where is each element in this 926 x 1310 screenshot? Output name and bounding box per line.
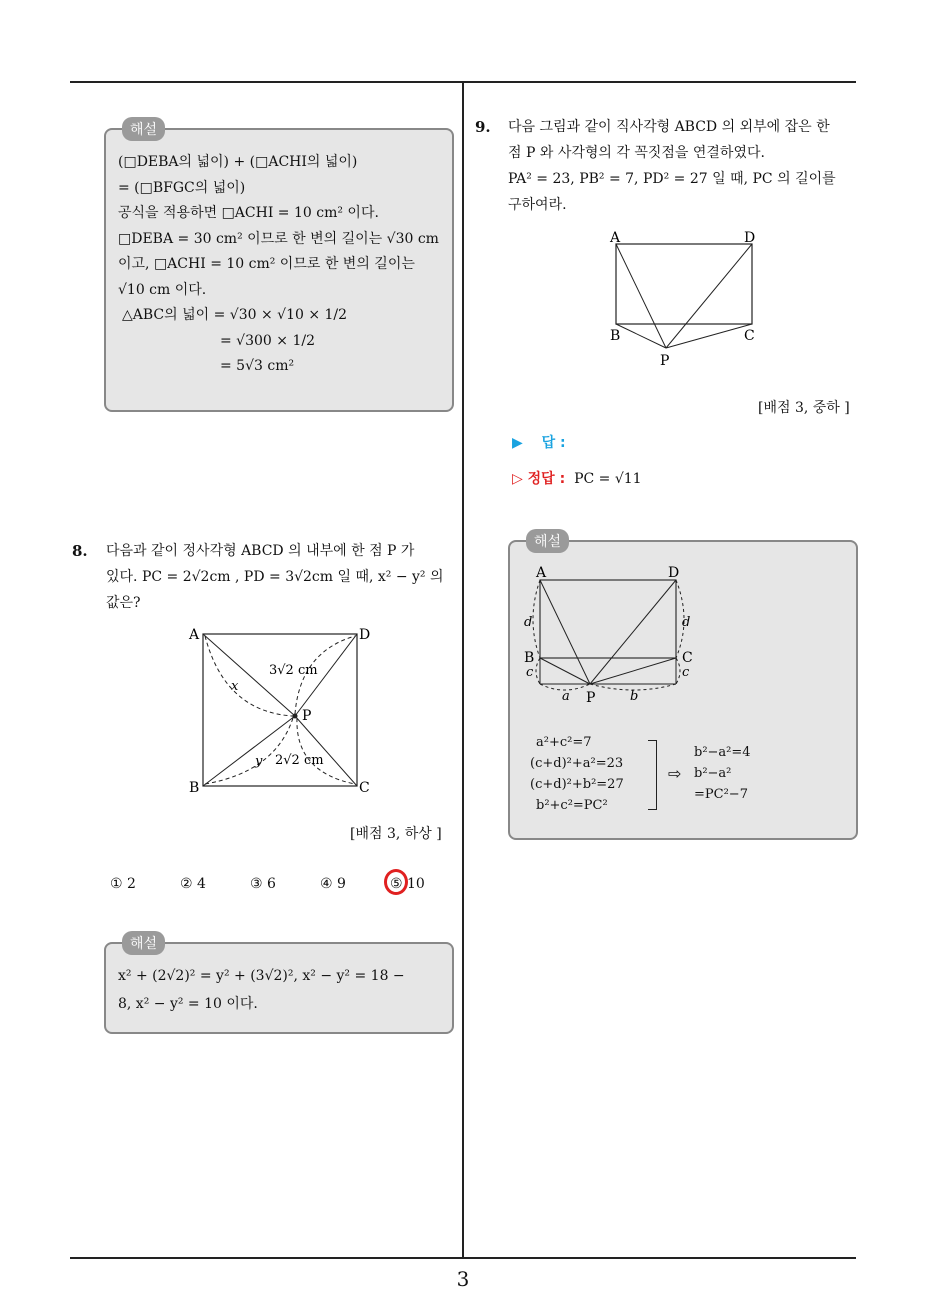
label-y: y	[255, 754, 263, 769]
correct-answer-label: 정답 :	[527, 471, 566, 487]
solution-line: 8, x² − y² = 10 이다.	[118, 996, 258, 1012]
label-C: C	[682, 650, 693, 666]
label-A: A	[536, 565, 547, 581]
question-line: 다음 그림과 같이 직사각형 ABCD 의 외부에 잡은 한	[508, 119, 830, 135]
label-D: D	[744, 230, 756, 246]
label-D: D	[668, 565, 680, 581]
choice-3[interactable]: ③ 6	[250, 876, 276, 892]
label-P: P	[586, 690, 596, 706]
label-pc: 2√2 cm	[275, 753, 324, 768]
solution-line: 이고, □ACHI = 10 cm² 이므로 한 변의 길이는	[118, 256, 415, 272]
choice-1[interactable]: ① 2	[110, 876, 136, 892]
q7-solution-box	[104, 122, 454, 412]
implies-arrow-icon: ⇨	[668, 764, 682, 783]
choice-2[interactable]: ② 4	[180, 876, 206, 892]
solution-line: □DEBA = 30 cm² 이므로 한 변의 길이는 √30 cm	[118, 230, 439, 247]
label-c-left: c	[526, 665, 534, 680]
equation-line: (c+d)²+a²=23	[530, 756, 624, 771]
correct-answer-value: PC = √11	[574, 471, 642, 487]
question-line: 다음과 같이 정사각형 ABCD 의 내부에 한 점 P 가	[106, 543, 415, 559]
solution-line: = √300 × 1/2	[220, 332, 315, 349]
q9-points: [배점 3, 중하 ]	[758, 400, 850, 416]
q8-figure	[185, 622, 385, 802]
label-a: a	[562, 689, 570, 704]
answer-circle-mark	[384, 869, 408, 895]
label-pd: 3√2 cm	[269, 663, 318, 678]
q8-text	[106, 538, 444, 616]
equation-line: b²+c²=PC²	[536, 798, 608, 813]
bottom-rule	[70, 1257, 856, 1259]
label-x: x	[231, 679, 239, 694]
question-line: 구하여라.	[508, 197, 567, 213]
q8-solution-box	[104, 936, 454, 1034]
answer-line	[512, 432, 566, 452]
q9-figure	[600, 228, 770, 368]
q9-solution-equations-left	[530, 732, 624, 816]
choice-5[interactable]: ⑤ 10	[390, 876, 425, 892]
label-C: C	[744, 328, 755, 344]
equation-line: b²−a²=4	[694, 745, 751, 760]
page-number: 3	[456, 1267, 470, 1291]
label-d-right: d	[682, 615, 691, 630]
equation-line: a²+c²=7	[536, 735, 592, 750]
q8-solution-text	[118, 962, 442, 1018]
equation-bracket	[648, 740, 657, 810]
label-P: P	[302, 708, 312, 724]
equation-line: b²−a²	[694, 766, 732, 781]
q9-text	[508, 114, 836, 218]
solution-line: √10 cm 이다.	[118, 281, 207, 298]
q9-solution-equations-right	[694, 742, 751, 805]
correct-answer-line	[512, 468, 642, 488]
question-line: 값은?	[106, 595, 141, 611]
equation-line: =PC²−7	[694, 787, 748, 802]
q8-number: 8.	[72, 542, 88, 560]
label-b: b	[630, 689, 639, 704]
question-line: PA² = 23, PB² = 7, PD² = 27 일 때, PC 의 길이를	[508, 171, 836, 187]
question-line: 있다. PC = 2√2cm , PD = 3√2cm 일 때, x² − y² 의	[106, 569, 444, 585]
label-B: B	[524, 650, 535, 666]
q9-solution-figure	[524, 562, 724, 712]
label-c-right: c	[682, 665, 690, 680]
answer-label: 답 :	[541, 435, 566, 451]
label-D: D	[359, 627, 371, 643]
equation-line: (c+d)²+b²=27	[530, 777, 624, 792]
solution-line: = (□BFGC의 넓이)	[118, 179, 246, 196]
label-A: A	[189, 627, 200, 643]
q7-solution-text	[118, 150, 442, 380]
solution-line: 공식을 적용하면 □ACHI = 10 cm² 이다.	[118, 205, 379, 221]
column-divider	[462, 82, 464, 1258]
q9-number: 9.	[475, 118, 491, 136]
solution-line: = 5√3 cm²	[220, 358, 295, 374]
play-arrow-icon: ▶	[512, 435, 523, 451]
hollow-arrow-icon: ▷	[512, 471, 523, 487]
solution-tag: 해설	[526, 529, 569, 553]
q9-solution-box	[508, 534, 858, 840]
q8-points: [배점 3, 하상 ]	[350, 826, 442, 842]
label-A: A	[610, 230, 621, 246]
solution-tag: 해설	[122, 931, 165, 955]
label-P: P	[660, 353, 670, 368]
label-d-left: d	[524, 615, 533, 630]
question-line: 점 P 와 사각형의 각 꼭짓점을 연결하였다.	[508, 145, 765, 161]
choice-4[interactable]: ④ 9	[320, 876, 346, 892]
solution-line: (□DEBA의 넓이) + (□ACHI의 넓이)	[118, 154, 358, 170]
label-B: B	[610, 328, 621, 344]
solution-line: x² + (2√2)² = y² + (3√2)², x² − y² = 18 −	[118, 968, 405, 984]
solution-tag: 해설	[122, 117, 165, 141]
label-B: B	[189, 780, 200, 796]
label-C: C	[359, 780, 370, 796]
solution-line: △ABC의 넓이 = √30 × √10 × 1/2	[122, 307, 348, 323]
